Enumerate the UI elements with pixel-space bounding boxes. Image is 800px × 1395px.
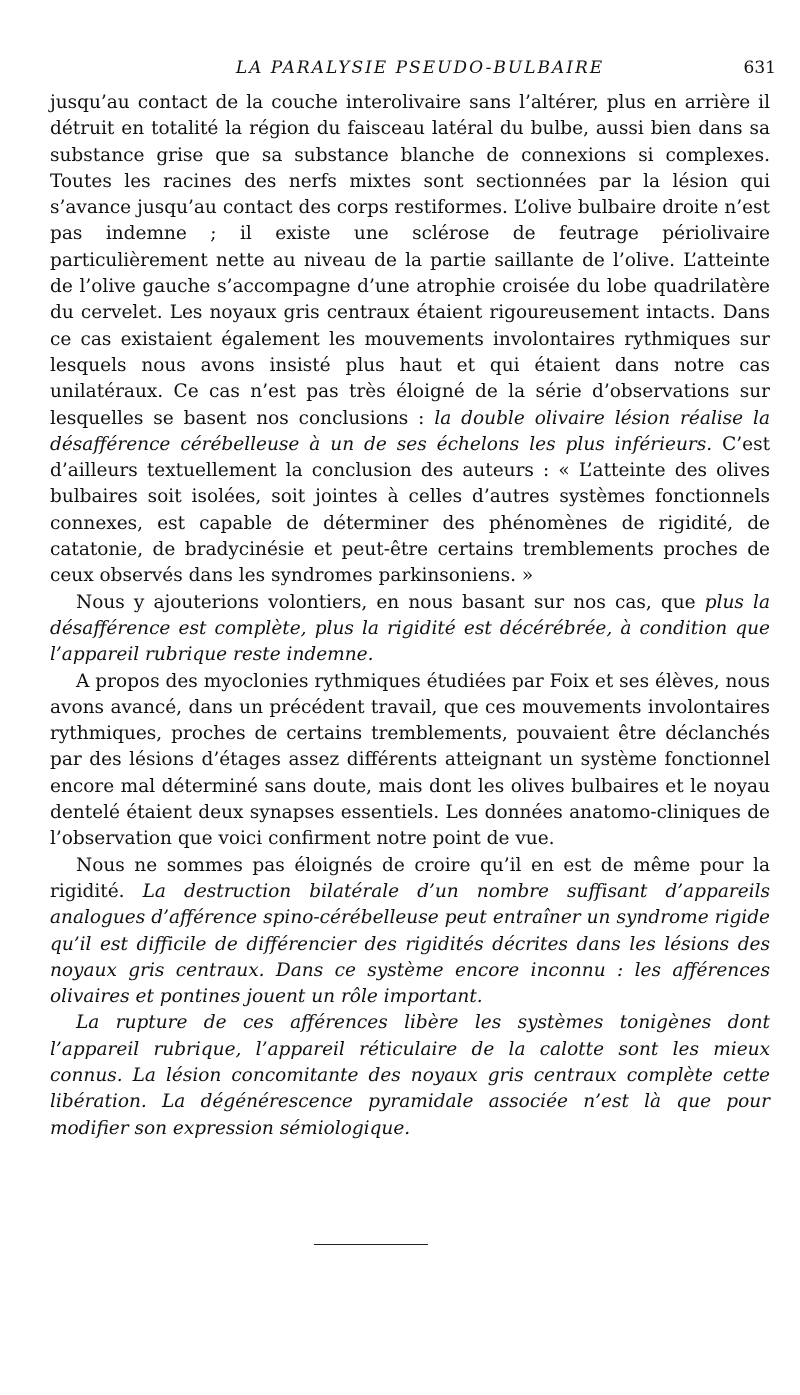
paragraph-1-text-1: jusqu’au contact de la couche interolivaire sans l’altérer, plus en arrière il détruit en totalité la région du faisceau latéral du bulbe, aussi bien dans sa substance grise que sa substance blanche de connexions si complexes. Toutes les racines des nerfs mixtes sont sectionnées par la lésion qui s’avance jusqu’au contact des corps restiformes. L’olive bulbaire droite n’est pas indemne ; il existe une sclérose de feutrage périolivaire particulièrement nette au niveau de la partie saillante de l’olive. L’atteinte de l’olive gauche s’accompagne d’une atrophie croisée du lobe quadrilatère du cervelet. Les noyaux gris centraux étaient rigoureusement intacts. Dans ce cas existaient également les mouvements involontaires rythmiques sur lesquels nous avons insisté plus haut et qui étaient dans notre cas unilatéraux. Ce cas n’est pas très éloigné de la série d’observations sur lesquelles se basent nos conclusions :	[50, 92, 770, 429]
paragraph-2	[50, 590, 770, 669]
paragraph-1	[50, 90, 770, 590]
page-header	[64, 58, 776, 82]
running-head: LA PARALYSIE PSEUDO-BULBAIRE	[235, 58, 605, 78]
paragraph-4-text: Nous ne sommes pas éloignés de croire qu’il en est de même pour la rigidité.	[50, 854, 770, 902]
paragraph-3	[50, 669, 770, 853]
paragraph-5-italic: La rupture de ces afférences libère les systèmes tonigènes dont l’appareil rubrique, l’appareil réticulaire de la calotte sont les mieux connus. La lésion concomitante des noyaux gris centraux complète cette libération. La dégénérescence pyramidale associée n’est là que pour modifier son expression sémiologique.	[50, 1012, 770, 1139]
paragraph-2-text: Nous y ajouterions volontiers, en nous basant sur nos cas, que	[76, 591, 705, 613]
paragraph-2-italic: plus la désafférence est complète, plus la rigidité est décérébrée, à condition que l’appareil rubrique reste indemne.	[50, 591, 770, 666]
paragraph-5	[50, 1010, 770, 1141]
paragraph-4	[50, 853, 770, 1011]
paragraph-4-italic: La destruction bilatérale d’un nombre suffisant d’appareils analogues d’afférence spino-cérébelleuse peut entraîner un syndrome rigide qu’il est difficile de différencier des rigidités décrites dans les lésions des noyaux gris centraux. Dans ce système encore inconnu : les afférences olivaires et pontines jouent un rôle important.	[50, 880, 770, 1008]
page-number: 631	[743, 58, 776, 78]
body-text	[50, 90, 770, 1142]
end-rule-divider	[314, 1244, 428, 1245]
paragraph-1-text-2: C’est d’ailleurs textuellement la conclusion des auteurs : « L’atteinte des olives bulbaires soit isolées, soit jointes à celles d’autres systèmes fonctionnels connexes, est capable de déterminer des phénomènes de rigidité, de catatonie, de bradycinésie et peut-être certains tremblements proches de ceux observés dans les syndromes parkinsoniens. »	[50, 433, 770, 587]
paragraph-1-italic-conclusion: la double olivaire lésion réalise la désafférence cérébelleuse à un de ses échelons les plus inférieurs.	[50, 407, 770, 455]
paragraph-3-text: A propos des myoclonies rythmiques étudiées par Foix et ses élèves, nous avons avancé, dans un précédent travail, que ces mouvements involontaires rythmiques, proches de certains tremblements, pouvaient être déclanchés par des lésions d’étages assez différents atteignant un système fonctionnel encore mal déterminé sans doute, mais dont les olives bulbaires et le noyau dentelé étaient deux synapses essentiels. Les données anatomo-cliniques de l’observation que voici confirment notre point de vue.	[50, 670, 770, 850]
